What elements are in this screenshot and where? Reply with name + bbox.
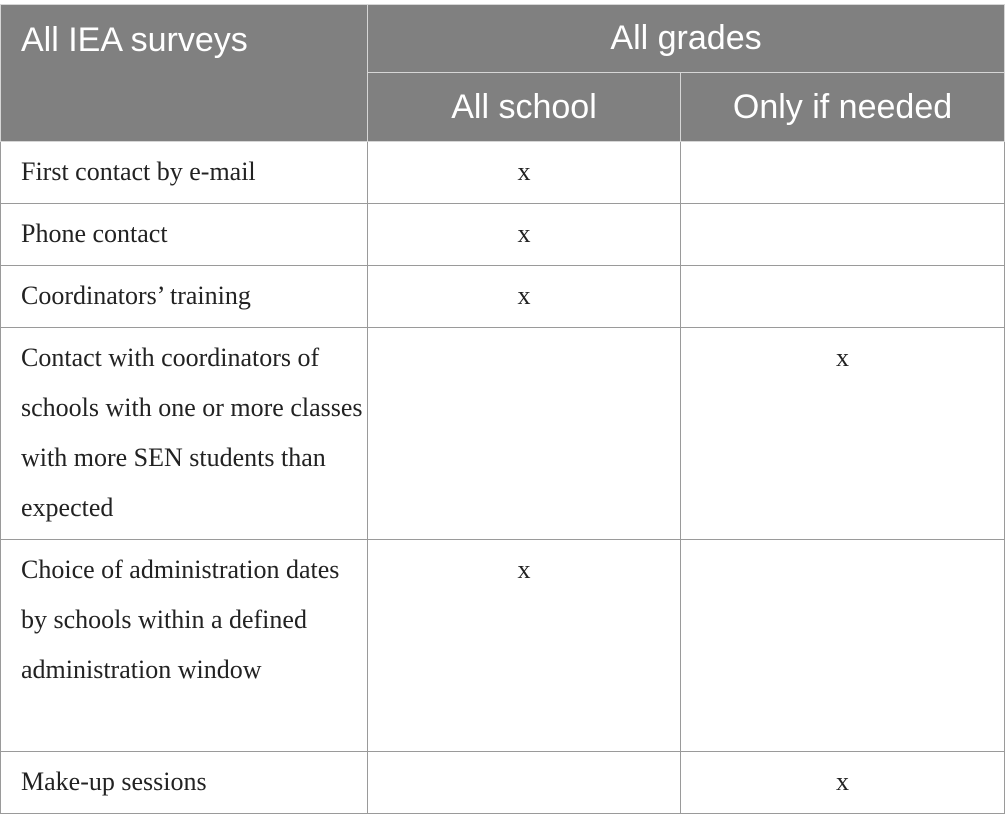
activity-cell: Phone contact <box>1 204 368 266</box>
survey-activities-table <box>0 4 1005 814</box>
table-row <box>1 752 1005 814</box>
table-row <box>1 540 1005 752</box>
all-school-mark: x <box>368 540 681 752</box>
all-school-mark: x <box>368 266 681 328</box>
all-school-mark <box>368 752 681 814</box>
activity-cell: Contact with coordinators of schools with one or more classes with more SEN students than expected <box>1 328 368 540</box>
if-needed-mark <box>681 204 1005 266</box>
table-row <box>1 204 1005 266</box>
table-header <box>1 5 1005 142</box>
activity-cell: Choice of administration dates by schools within a defined administration window <box>1 540 368 752</box>
if-needed-mark: x <box>681 328 1005 540</box>
header-only-if-needed: Only if needed <box>681 73 1005 142</box>
activity-cell: Coordinators’ training <box>1 266 368 328</box>
all-school-mark: x <box>368 142 681 204</box>
table-body <box>1 142 1005 814</box>
if-needed-mark <box>681 540 1005 752</box>
table-row <box>1 328 1005 540</box>
activity-cell: Make-up sessions <box>1 752 368 814</box>
table-row <box>1 266 1005 328</box>
all-school-mark <box>368 328 681 540</box>
header-all-iea-surveys: All IEA surveys <box>1 5 368 142</box>
table-row <box>1 142 1005 204</box>
header-all-grades: All grades <box>368 5 1005 73</box>
if-needed-mark: x <box>681 752 1005 814</box>
activity-cell: First contact by e-mail <box>1 142 368 204</box>
if-needed-mark <box>681 266 1005 328</box>
header-all-school: All school <box>368 73 681 142</box>
if-needed-mark <box>681 142 1005 204</box>
all-school-mark: x <box>368 204 681 266</box>
